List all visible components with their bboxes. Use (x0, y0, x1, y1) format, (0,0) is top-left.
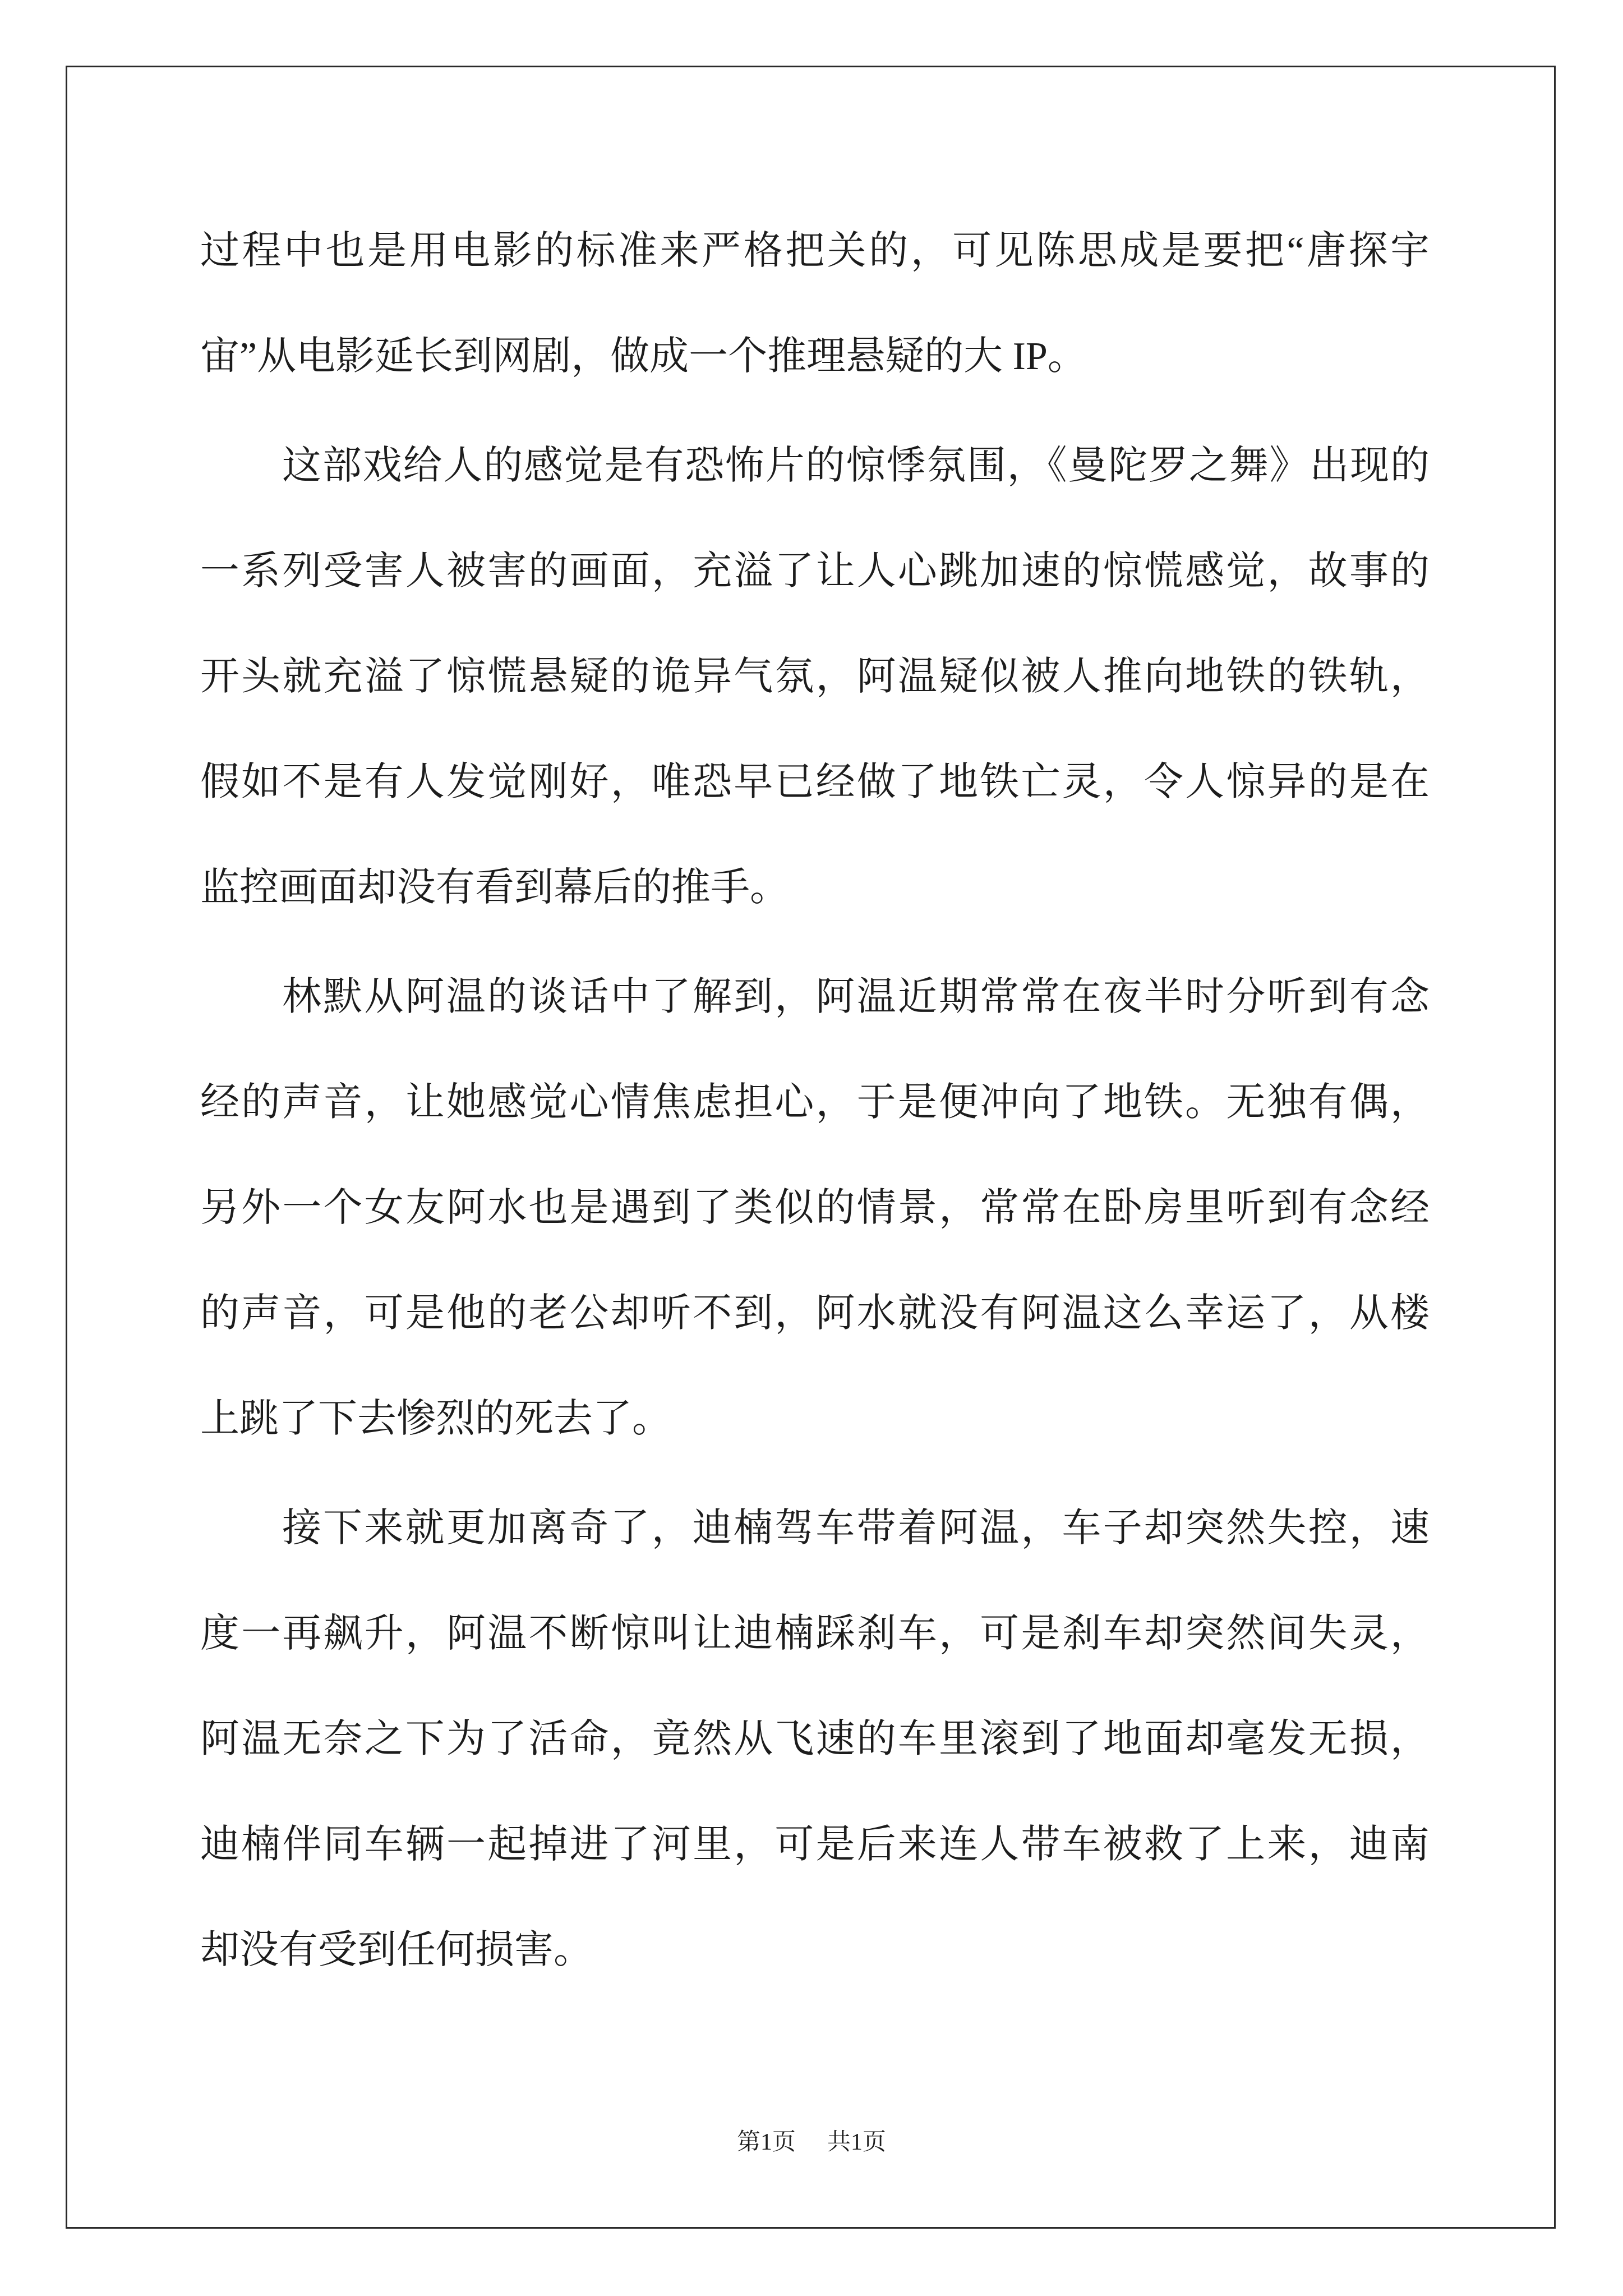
paragraph-line: 开头就充溢了惊慌悬疑的诡异气氛，阿温疑似被人推向地铁的铁轨， (200, 655, 1430, 698)
paragraph-line: 宙”从电影延长到网剧，做成一个推理悬疑的大 IP。 (200, 335, 1087, 378)
paragraph-line: 接下来就更加离奇了，迪楠驾车带着阿温，车子却突然失控，速 (282, 1507, 1430, 1550)
paragraph (200, 1476, 1430, 2003)
paragraph-line: 的声音，可是他的老公却听不到，阿水就没有阿温这么幸运了，从楼 (200, 1292, 1430, 1335)
paragraph-line: 这部戏给人的感觉是有恐怖片的惊悸氛围，《曼陀罗之舞》出现的 (282, 444, 1430, 487)
paragraph-line: 上跳了下去惨烈的死去了。 (200, 1397, 671, 1441)
paragraph (200, 945, 1430, 1472)
paragraph-line: 另外一个女友阿水也是遇到了类似的情景，常常在卧房里听到有念经 (200, 1186, 1430, 1230)
page-total: 共1页 (827, 2129, 887, 2155)
paragraph-line: 过程中也是用电影的标准来严格把关的，可见陈思成是要把“唐探宇 (200, 229, 1430, 273)
paragraph-line: 林默从阿温的谈话中了解到，阿温近期常常在夜半时分听到有念 (282, 976, 1430, 1019)
paragraph-line: 迪楠伴同车辆一起掉进了河里，可是后来连人带车被救了上来，迪南 (200, 1823, 1430, 1866)
paragraph-line: 度一再飙升，阿温不断惊叫让迪楠踩刹车，可是刹车却突然间失灵， (200, 1612, 1430, 1655)
paragraph-line: 监控画面却没有看到幕后的推手。 (200, 866, 789, 909)
paragraph-line: 一系列受害人被害的画面，充溢了让人心跳加速的惊慌感觉，故事的 (200, 550, 1430, 593)
paragraph-line: 经的声音，让她感觉心情焦虑担心，于是便冲向了地铁。无独有偶， (200, 1081, 1430, 1124)
paragraph (200, 199, 1430, 409)
paragraph-line: 假如不是有人发觉刚好，唯恐早已经做了地铁亡灵，令人惊异的是在 (200, 761, 1430, 804)
paragraph (200, 413, 1430, 941)
page-footer (0, 2125, 1623, 2159)
document-body (200, 199, 1430, 2003)
paragraph-line: 阿温无奈之下为了活命，竟然从飞速的车里滚到了地面却毫发无损， (200, 1718, 1430, 1761)
page-number: 第1页 (736, 2129, 796, 2155)
paragraph-line: 却没有受到任何损害。 (200, 1929, 593, 1972)
